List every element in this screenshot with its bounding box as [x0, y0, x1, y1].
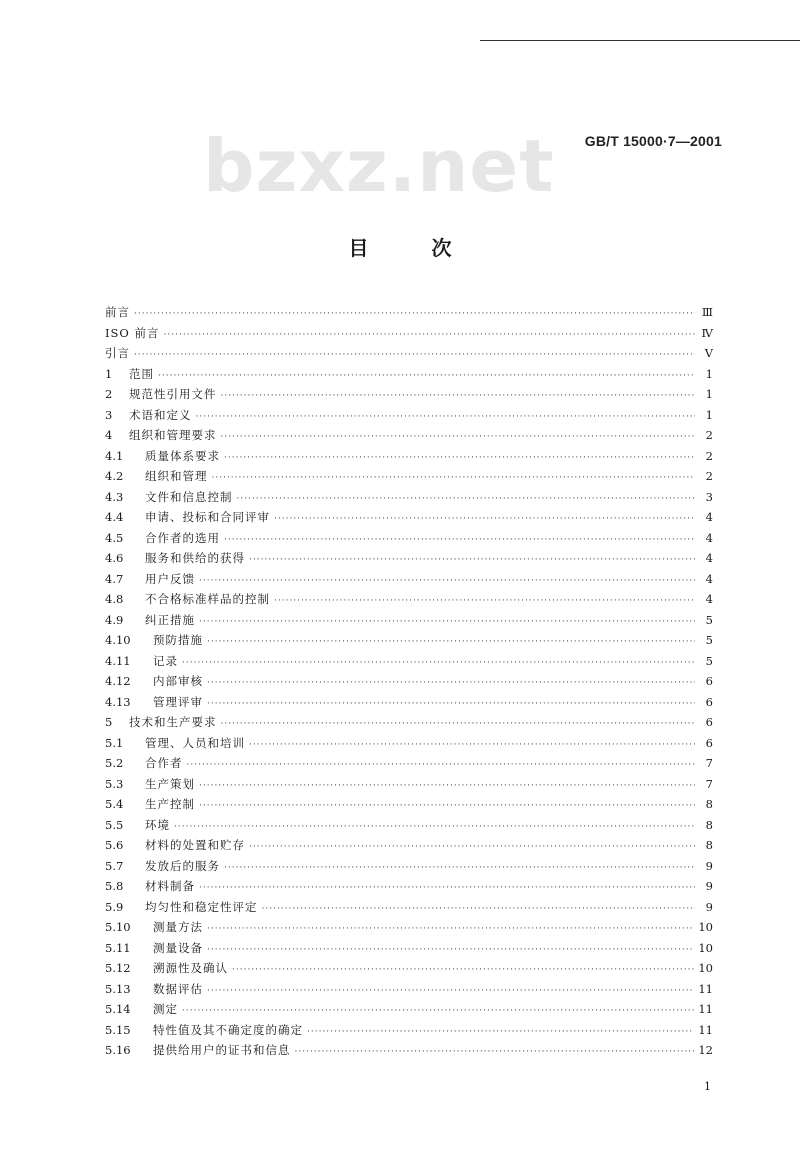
toc-entry[interactable] — [105, 692, 713, 713]
toc-entry[interactable] — [105, 528, 713, 549]
toc-entry-label: 服务和供给的获得 — [145, 551, 245, 565]
toc-dot-leader — [199, 878, 695, 899]
toc-entry[interactable] — [105, 425, 713, 446]
toc-entry-number: 4.6 — [105, 551, 124, 565]
top-rule — [480, 40, 800, 41]
toc-entry[interactable] — [105, 569, 713, 590]
toc-entry-number: 5.4 — [105, 797, 124, 811]
toc-dot-leader — [199, 612, 695, 633]
toc-dot-leader — [207, 940, 694, 961]
toc-dot-leader — [182, 1001, 694, 1022]
toc-entry[interactable] — [105, 548, 713, 569]
toc-entry-page: 3 — [705, 489, 713, 504]
toc-entry[interactable] — [105, 446, 713, 467]
standard-number: GB/T 15000·7—2001 — [584, 133, 722, 149]
watermark: bzxz.net — [203, 124, 555, 208]
toc-dot-leader — [187, 755, 696, 776]
toc-entry-page: 12 — [698, 1043, 713, 1057]
toc-entry-page: 2 — [705, 428, 713, 442]
toc-entry-label: 均匀性和稳定性评定 — [145, 899, 258, 914]
toc-entry-number: 5 — [105, 715, 113, 729]
toc-entry-number: 4.4 — [105, 510, 124, 524]
toc-entry-page: 9 — [705, 879, 713, 893]
toc-entry-label: 合作者 — [145, 756, 183, 770]
toc-entry[interactable] — [105, 610, 713, 631]
toc-entry-label: 发放后的服务 — [145, 858, 220, 873]
toc-entry-page: 11 — [698, 1022, 713, 1037]
toc-entry[interactable] — [105, 794, 713, 815]
toc-dot-leader — [224, 530, 695, 551]
toc-entry-label: 溯源性及确认 — [153, 961, 228, 975]
toc-dot-leader — [207, 981, 694, 1002]
toc-entry-page: 10 — [698, 920, 713, 934]
toc-entry-number: 4.13 — [105, 694, 131, 709]
toc-entry-number: 4.2 — [105, 469, 124, 483]
toc-entry-page: 8 — [705, 797, 713, 811]
toc-dot-leader — [224, 448, 695, 469]
toc-entry-number: 5.10 — [105, 920, 131, 934]
toc-entry[interactable] — [105, 507, 713, 528]
toc-entry-page: 9 — [705, 899, 713, 914]
toc-entry-page: 1 — [705, 407, 713, 422]
toc-entry[interactable] — [105, 589, 713, 610]
toc-entry-number: 1 — [105, 366, 113, 381]
toc-entry[interactable] — [105, 753, 713, 774]
toc-dot-leader — [196, 407, 696, 428]
toc-entry-page: 4 — [705, 530, 713, 545]
toc-entry-label: 合作者的选用 — [145, 530, 220, 545]
toc-dot-leader — [262, 899, 696, 920]
toc-dot-leader — [207, 632, 695, 653]
toc-entry-page: Ⅴ — [704, 346, 713, 360]
toc-entry-label: 材料的处置和贮存 — [145, 838, 245, 852]
toc-dot-leader — [232, 960, 694, 981]
toc-dot-leader — [182, 653, 695, 674]
toc-entry-page: 7 — [705, 776, 713, 791]
toc-entry-number: 4.3 — [105, 489, 124, 504]
toc-entry-page: 5 — [705, 612, 713, 627]
toc-entry-label: 引言 — [105, 346, 130, 360]
toc-entry-number: 5.9 — [105, 899, 124, 914]
toc-entry[interactable] — [105, 1020, 713, 1041]
toc-entry-label: 组织和管理 — [145, 469, 208, 483]
toc-entry[interactable] — [105, 384, 713, 405]
toc-entry-label: 术语和定义 — [129, 407, 192, 422]
toc-entry-number: 4.8 — [105, 592, 124, 606]
toc-entry-label: 组织和管理要求 — [129, 428, 217, 442]
toc-entry[interactable] — [105, 466, 713, 487]
toc-dot-leader — [134, 304, 695, 325]
toc-entry-number: 5.6 — [105, 838, 124, 852]
toc-entry[interactable] — [105, 897, 713, 918]
toc-entry-page: 11 — [698, 1002, 713, 1016]
toc-entry-label: 测量设备 — [153, 940, 203, 955]
toc-entry-label: 生产控制 — [145, 797, 195, 811]
toc-entry-number: 3 — [105, 407, 113, 422]
toc-dot-leader — [249, 550, 695, 571]
toc-entry-label: 纠正措施 — [145, 612, 195, 627]
toc-entry-page: 1 — [705, 387, 713, 401]
toc-entry[interactable] — [105, 712, 713, 733]
toc-entry-page: 4 — [705, 510, 713, 524]
toc-entry-label: 质量体系要求 — [145, 448, 220, 463]
toc-entry-number: 5.16 — [105, 1043, 131, 1057]
toc-entry-page: 2 — [705, 469, 713, 483]
toc-entry[interactable] — [105, 856, 713, 877]
toc-entry-number: 4.10 — [105, 633, 131, 647]
toc-entry-page: 8 — [705, 817, 713, 832]
toc-entry-number: 4.7 — [105, 571, 124, 586]
toc-entry-label: 内部审核 — [153, 674, 203, 688]
toc-dot-leader — [199, 796, 695, 817]
toc-entry-label: 文件和信息控制 — [145, 489, 233, 504]
toc-entry[interactable] — [105, 630, 713, 651]
toc-dot-leader — [199, 776, 695, 797]
toc-entry[interactable] — [105, 876, 713, 897]
toc-dot-leader — [307, 1022, 694, 1043]
toc-entry[interactable] — [105, 302, 713, 323]
toc-entry-number: 4.11 — [105, 653, 131, 668]
toc-entry-page: 2 — [705, 448, 713, 463]
toc-dot-leader — [274, 509, 695, 530]
toc-entry-number: 4.9 — [105, 612, 124, 627]
toc-entry-page: 11 — [698, 981, 713, 996]
toc-entry-page: 9 — [705, 858, 713, 873]
toc-entry-number: 5.1 — [105, 735, 124, 750]
toc-entry-page: 1 — [705, 366, 713, 381]
toc-dot-leader — [221, 714, 696, 735]
toc-entry-label: 环境 — [145, 817, 170, 832]
toc-entry-page: 10 — [698, 940, 713, 955]
toc-entry-label: 生产策划 — [145, 776, 195, 791]
toc-entry-number: 5.13 — [105, 981, 131, 996]
toc-entry[interactable] — [105, 815, 713, 836]
toc-entry-number: 5.8 — [105, 879, 124, 893]
toc-entry-page: Ⅳ — [701, 325, 713, 340]
toc-entry-label: 测量方法 — [153, 920, 203, 934]
toc-entry-number: 5.3 — [105, 776, 124, 791]
toc-entry[interactable] — [105, 979, 713, 1000]
toc-entry-number: 5.7 — [105, 858, 124, 873]
toc-entry[interactable] — [105, 651, 713, 672]
toc-entry[interactable] — [105, 671, 713, 692]
toc-entry-label: 技术和生产要求 — [129, 715, 217, 729]
toc-dot-leader — [199, 571, 695, 592]
toc-entry[interactable] — [105, 958, 713, 979]
toc-entry-label: ISO 前言 — [105, 325, 160, 340]
toc-entry[interactable] — [105, 733, 713, 754]
toc-entry-label: 范围 — [129, 366, 154, 381]
toc-entry[interactable] — [105, 917, 713, 938]
toc-entry-label: 材料制备 — [145, 879, 195, 893]
toc-dot-leader — [295, 1042, 695, 1063]
toc-entry[interactable] — [105, 835, 713, 856]
toc-dot-leader — [249, 735, 695, 756]
toc-list — [105, 302, 713, 1061]
toc-entry[interactable] — [105, 1040, 713, 1061]
toc-entry[interactable] — [105, 405, 713, 426]
toc-entry[interactable] — [105, 343, 713, 364]
toc-entry-number: 4 — [105, 428, 113, 442]
toc-entry-page: 6 — [705, 715, 713, 729]
toc-entry-page: 6 — [705, 694, 713, 709]
toc-entry-label: 测定 — [153, 1002, 178, 1016]
toc-entry[interactable] — [105, 487, 713, 508]
toc-dot-leader — [224, 858, 695, 879]
toc-entry-page: 4 — [705, 571, 713, 586]
toc-entry-label: 数据评估 — [153, 981, 203, 996]
toc-entry-label: 管理、人员和培训 — [145, 735, 245, 750]
toc-entry-label: 用户反馈 — [145, 571, 195, 586]
toc-entry-page: Ⅲ — [701, 305, 713, 319]
toc-dot-leader — [164, 325, 695, 346]
toc-entry-label: 预防措施 — [153, 633, 203, 647]
toc-dot-leader — [212, 468, 696, 489]
toc-entry-page: 8 — [705, 838, 713, 852]
toc-entry-label: 不合格标准样品的控制 — [145, 592, 270, 606]
toc-dot-leader — [221, 427, 696, 448]
toc-dot-leader — [158, 366, 695, 387]
toc-entry-label: 提供给用户的证书和信息 — [153, 1043, 291, 1057]
toc-entry-label: 前言 — [105, 305, 130, 319]
toc-entry-number: 4.1 — [105, 448, 124, 463]
toc-entry-label: 记录 — [153, 653, 178, 668]
toc-entry-page: 10 — [698, 961, 713, 975]
toc-dot-leader — [237, 489, 696, 510]
toc-dot-leader — [249, 837, 695, 858]
toc-dot-leader — [207, 919, 694, 940]
toc-entry-page: 6 — [705, 674, 713, 688]
toc-entry-number: 5.2 — [105, 756, 124, 770]
toc-entry-label: 管理评审 — [153, 694, 203, 709]
toc-entry-number: 4.12 — [105, 674, 131, 688]
toc-entry-label: 特性值及其不确定度的确定 — [153, 1022, 303, 1037]
toc-entry[interactable] — [105, 938, 713, 959]
page-number: 1 — [704, 1080, 711, 1093]
toc-entry[interactable] — [105, 999, 713, 1020]
toc-entry-label: 申请、投标和合同评审 — [145, 510, 270, 524]
toc-entry-number: 5.5 — [105, 817, 124, 832]
toc-entry[interactable] — [105, 323, 713, 344]
toc-dot-leader — [221, 386, 696, 407]
toc-dot-leader — [207, 694, 695, 715]
toc-dot-leader — [274, 591, 695, 612]
toc-entry-page: 4 — [705, 592, 713, 606]
toc-entry-page: 4 — [705, 551, 713, 565]
toc-entry-label: 规范性引用文件 — [129, 387, 217, 401]
toc-entry-page: 6 — [705, 735, 713, 750]
toc-entry-page: 7 — [705, 756, 713, 770]
toc-entry[interactable] — [105, 774, 713, 795]
toc-title: 目 次 — [348, 236, 480, 260]
toc-dot-leader — [207, 673, 695, 694]
toc-entry[interactable] — [105, 364, 713, 385]
toc-entry-number: 5.15 — [105, 1022, 131, 1037]
toc-entry-page: 5 — [705, 653, 713, 668]
toc-entry-number: 4.5 — [105, 530, 124, 545]
toc-dot-leader — [174, 817, 695, 838]
toc-entry-number: 5.11 — [105, 940, 131, 955]
toc-entry-page: 5 — [705, 633, 713, 647]
toc-entry-number: 5.14 — [105, 1002, 131, 1016]
toc-entry-number: 5.12 — [105, 961, 131, 975]
toc-entry-number: 2 — [105, 387, 113, 401]
toc-dot-leader — [134, 345, 695, 366]
